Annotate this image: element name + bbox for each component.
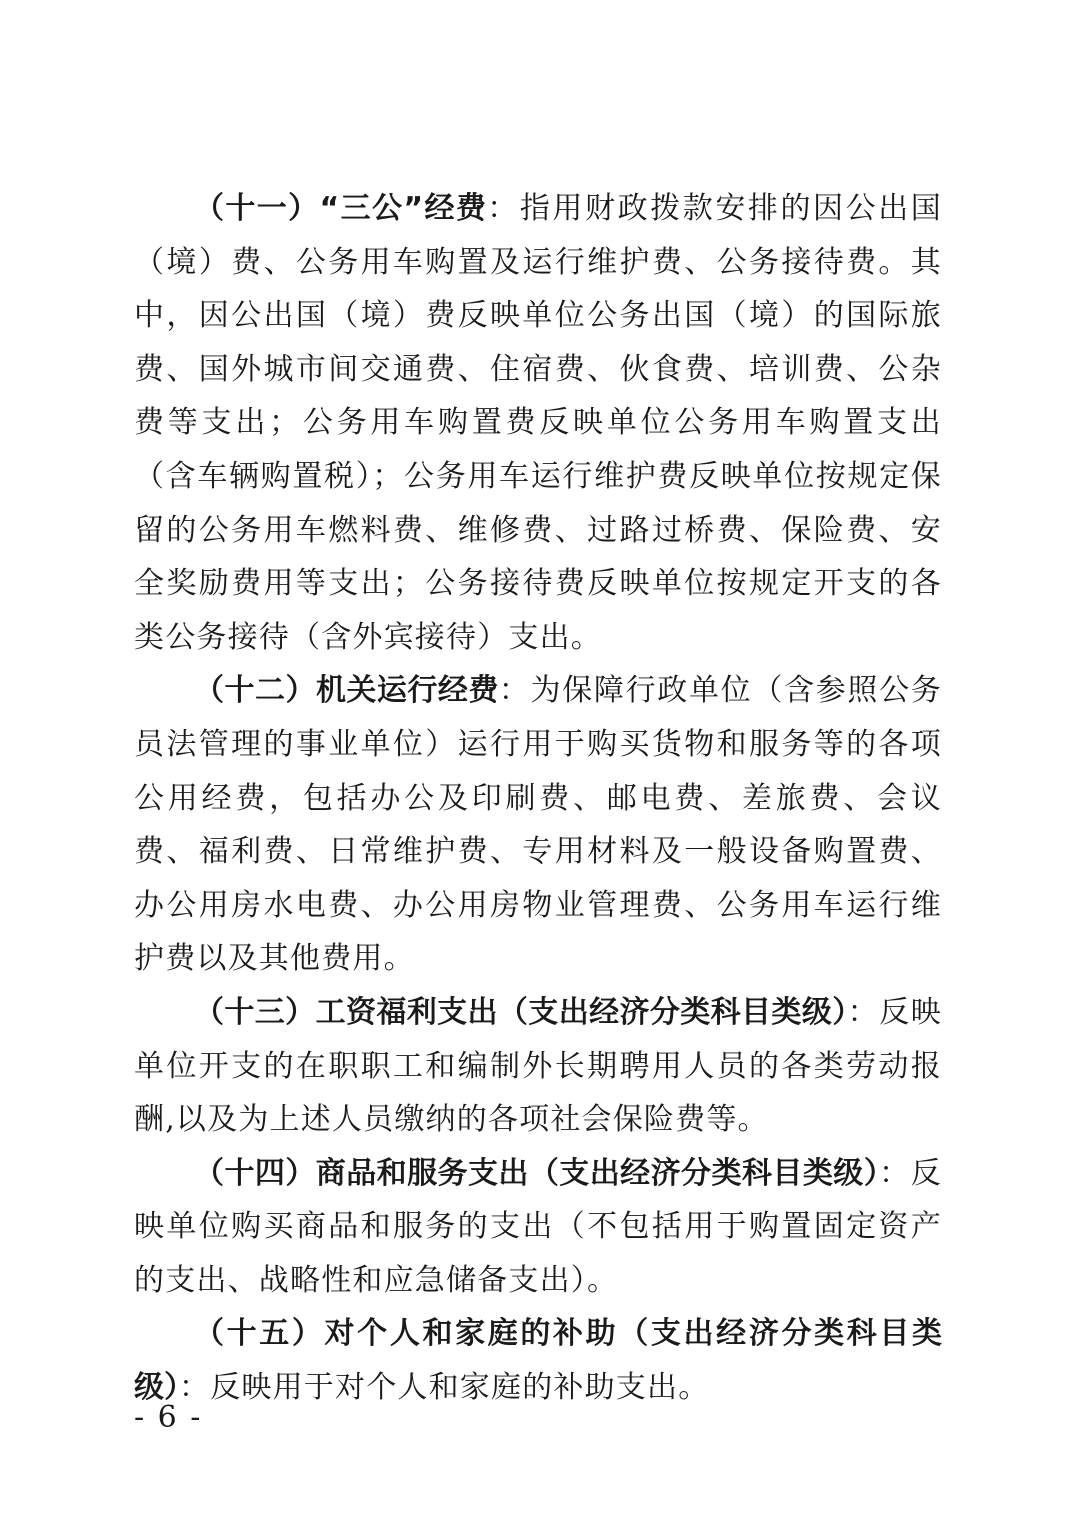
paragraph-body: ：反映单位购买商品和服务的支出（不包括用于购置固定资产的支出、战略性和应急储备支出）。 xyxy=(134,1155,942,1298)
paragraph-body: ：为保障行政单位（含参照公务员法管理的事业单位）运行用于购买货物和服务等的各项公用经费，包括办公及印刷费、邮电费、差旅费、会议费、福利费、日常维护费、专用材料及一般设备购置费、办公用房水电费、办公用房物业管理费、公务用车运行维护费以及其他费用。 xyxy=(134,673,942,977)
paragraph-heading: （十三）工资福利支出（支出经济分类科目类级） xyxy=(194,994,848,1030)
paragraph-san-gong-funds xyxy=(134,182,942,664)
paragraph-salary-welfare xyxy=(134,986,942,1147)
document-body xyxy=(134,182,942,1415)
paragraph-heading: （十一）“三公”经费 xyxy=(194,191,488,226)
paragraph-household-subsidy xyxy=(134,1307,942,1414)
page-number: - 6 - xyxy=(134,1400,203,1435)
paragraph-heading: （十五）对个人和家庭的补助（支出经济分类科目类级） xyxy=(134,1316,942,1406)
paragraph-operating-funds xyxy=(134,664,942,986)
paragraph-body: ：反映用于对个人和家庭的补助支出。 xyxy=(179,1370,710,1406)
paragraph-goods-services xyxy=(134,1147,942,1308)
paragraph-body: ：反映单位开支的在职职工和编制外长期聘用人员的各类劳动报酬,以及为上述人员缴纳的各项社会保险费等。 xyxy=(134,994,942,1138)
paragraph-body: ：指用财政拨款安排的因公出国（境）费、公务用车购置及运行维护费、公务接待费。其中，因公出国（境）费反映单位公务出国（境）的国际旅费、国外城市间交通费、住宿费、伙食费、培训费、公杂费等支出；公务用车购置费反映单位公务用车购置支出（含车辆购置税）；公务用车运行维护费反映单位按规定保留的公务用车燃料费、维修费、过路过桥费、保险费、安全奖励费用等支出；公务接待费反映单位按规定开支的各类公务接待（含外宾接待）支出。 xyxy=(134,191,942,655)
paragraph-heading: （十四）商品和服务支出（支出经济分类科目类级） xyxy=(194,1155,880,1191)
paragraph-heading: （十二）机关运行经费 xyxy=(194,673,499,709)
